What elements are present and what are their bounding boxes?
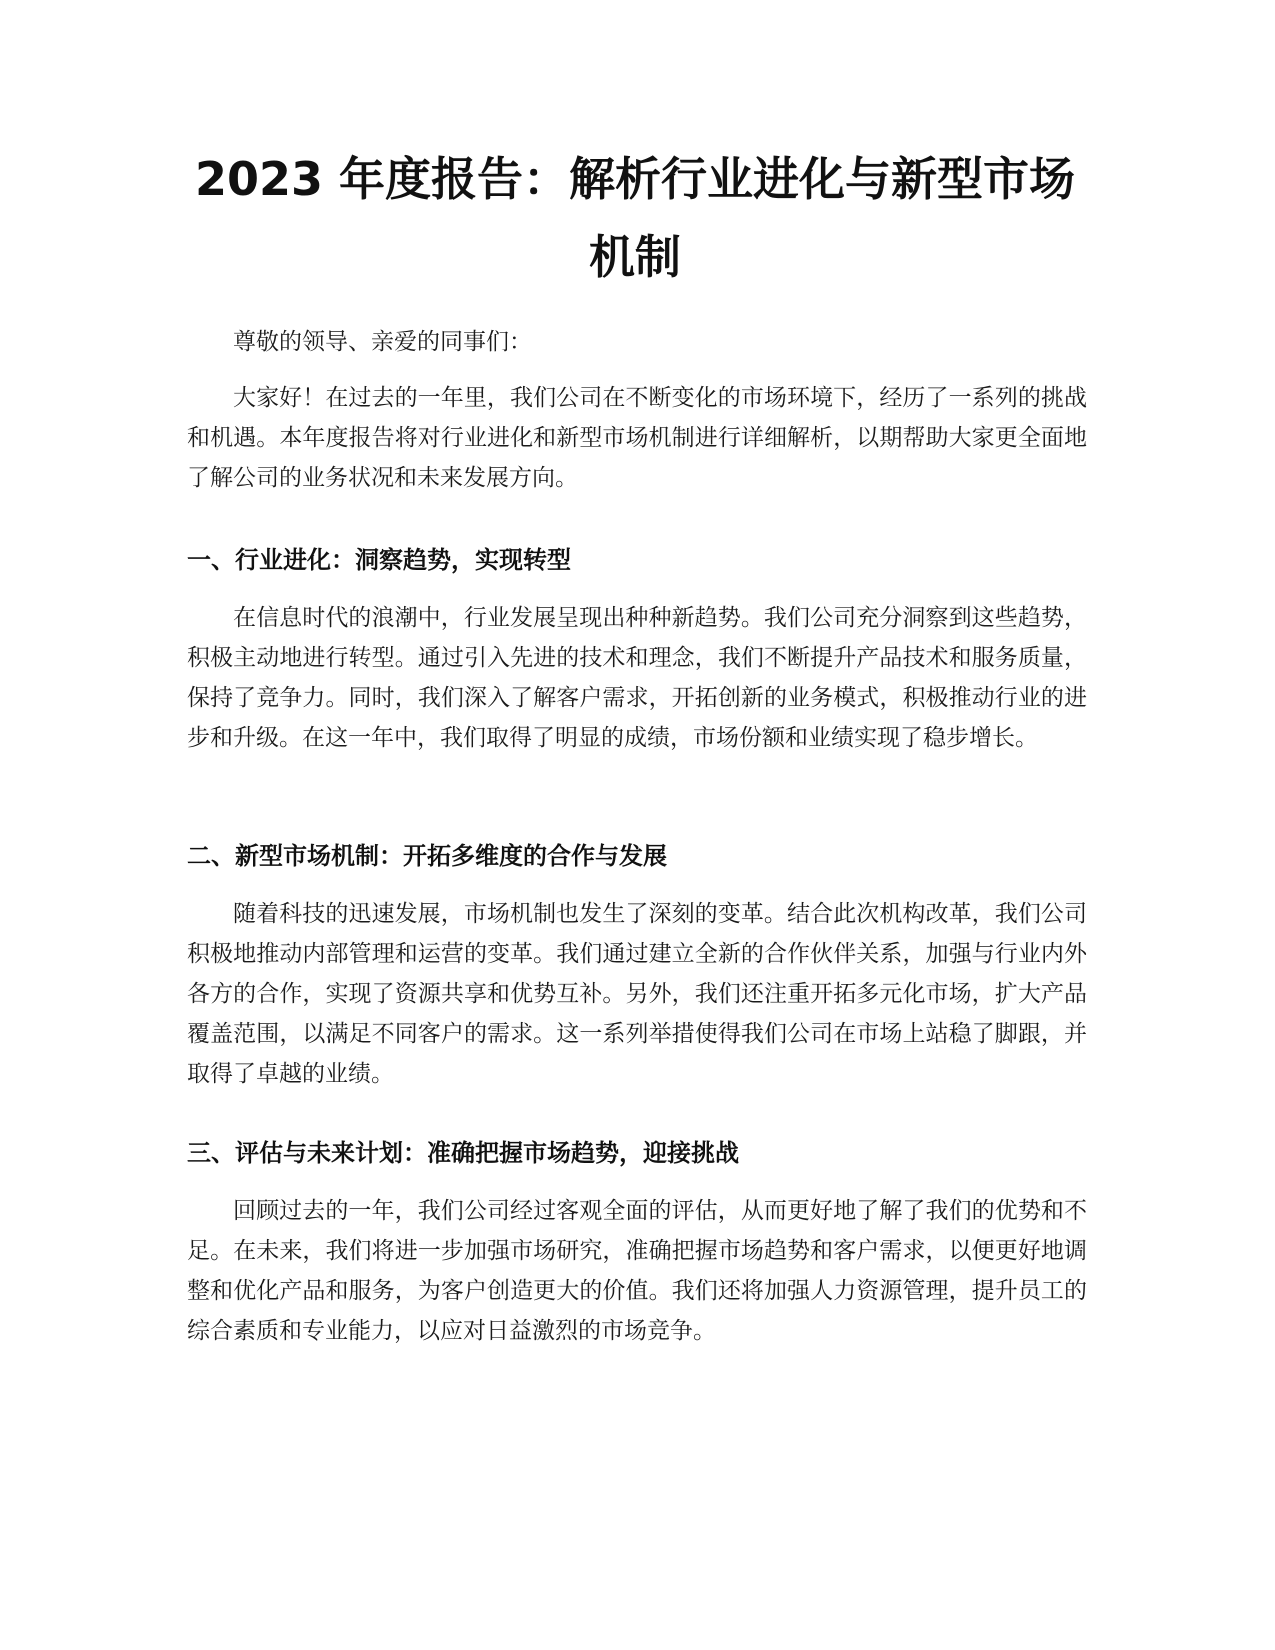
section-paragraph-1: 在信息时代的浪潮中，行业发展呈现出种种新趋势。我们公司充分洞察到这些趋势，积极主动地进行转型。通过引入先进的技术和理念，我们不断提升产品技术和服务质量，保持了竞争力。同时，我们深入了解客户需求，开拓创新的业务模式，积极推动行业的进步和升级。在这一年中，我们取得了明显的成绩，市场份额和业绩实现了稳步增长。	[187, 605, 1087, 751]
section-heading-1: 一、行业进化：洞察趋势，实现转型	[187, 546, 571, 574]
salutation-paragraph: 尊敬的领导、亲爱的同事们：	[233, 329, 532, 355]
document-title: 2023 年度报告：解析行业进化与新型市场机制	[194, 152, 1076, 284]
section-paragraph-3: 回顾过去的一年，我们公司经过客观全面的评估，从而更好地了解了我们的优势和不足。在未来，我们将进一步加强市场研究，准确把握市场趋势和客户需求，以便更好地调整和优化产品和服务，为客户创造更大的价值。我们还将加强人力资源管理，提升员工的综合素质和专业能力，以应对日益激烈的市场竞争。	[187, 1198, 1087, 1344]
section-heading-2: 二、新型市场机制：开拓多维度的合作与发展	[187, 842, 667, 870]
intro-paragraph: 大家好！在过去的一年里，我们公司在不断变化的市场环境下，经历了一系列的挑战和机遇。本年度报告将对行业进化和新型市场机制进行详细解析，以期帮助大家更全面地了解公司的业务状况和未来发展方向。	[187, 385, 1087, 491]
section-heading-3: 三、评估与未来计划：准确把握市场趋势，迎接挑战	[187, 1139, 739, 1167]
section-paragraph-2: 随着科技的迅速发展，市场机制也发生了深刻的变革。结合此次机构改革，我们公司积极地推动内部管理和运营的变革。我们通过建立全新的合作伙伴关系，加强与行业内外各方的合作，实现了资源共享和优势互补。另外，我们还注重开拓多元化市场，扩大产品覆盖范围，以满足不同客户的需求。这一系列举措使得我们公司在市场上站稳了脚跟，并取得了卓越的业绩。	[187, 901, 1087, 1087]
